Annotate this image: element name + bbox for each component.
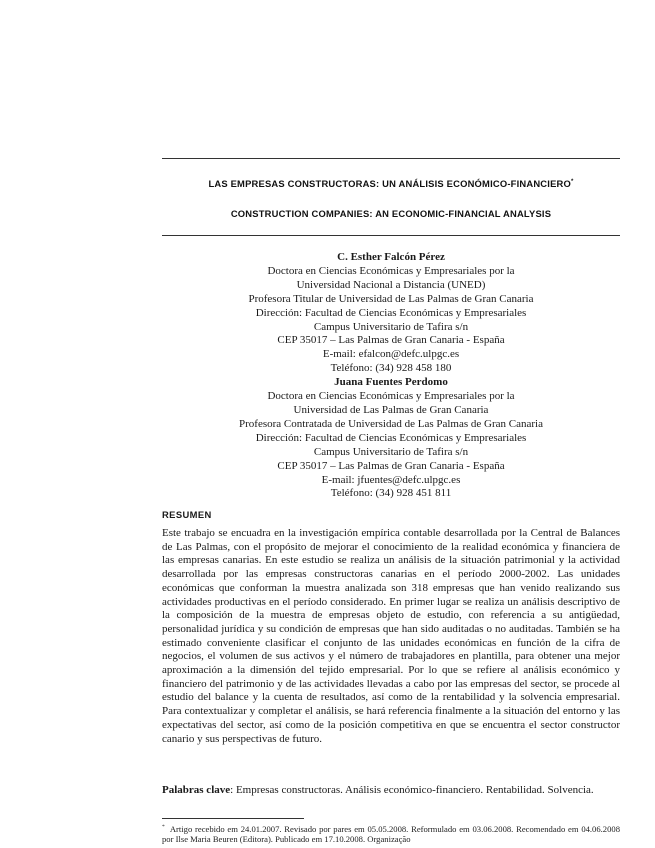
title-es-text: LAS EMPRESAS CONSTRUCTORAS: UN ANÁLISIS ECONÓMICO-FINANCIERO (208, 178, 571, 189)
author-affiliation-line: Universidad Nacional a Distancia (UNED) (296, 278, 486, 291)
footnote-marker: * (162, 824, 165, 830)
author-name: Juana Fuentes Perdomo (334, 376, 448, 389)
title-bottom-rule (162, 235, 620, 236)
author-address-line: Dirección: Facultad de Ciencias Económicas y Empresariales (255, 431, 527, 444)
author-address-line: CEP 35017 – Las Palmas de Gran Canaria - España (277, 459, 505, 472)
keywords-text: : Empresas constructoras. Análisis económico-financiero. Rentabilidad. Solvencia. (230, 784, 594, 796)
footnote (162, 822, 620, 845)
author-position-line: Profesora Contratada de Universidad de Las Palmas de Gran Canaria (239, 417, 543, 430)
author-2 (162, 376, 620, 501)
author-phone: Teléfono: (34) 928 458 180 (330, 362, 452, 375)
author-position-line: Profesora Titular de Universidad de Las Palmas de Gran Canaria (248, 292, 534, 305)
footnote-text: Artigo recebido em 24.01.2007. Revisado por pares em 05.05.2008. Reformulado em 03.06.2008. Recomendado em 04.06.2008 por Ilse Maria Beuren (Editora). Publicado em 17.10.2008. Organização (162, 823, 620, 845)
footnote-rule (162, 818, 304, 819)
abstract-heading: RESUMEN (162, 509, 212, 520)
keywords (162, 784, 620, 798)
keywords-label: Palabras clave (162, 784, 231, 796)
author-address-line: Dirección: Facultad de Ciencias Económicas y Empresariales (255, 306, 527, 319)
author-1 (162, 251, 620, 376)
title-footnote-marker: * (571, 178, 574, 185)
author-affiliation-line: Doctora en Ciencias Económicas y Empresariales por la (267, 390, 515, 403)
paper-title-english: CONSTRUCTION COMPANIES: AN ECONOMIC-FINANCIAL ANALYSIS (230, 208, 552, 219)
author-address-line: Campus Universitario de Tafira s/n (313, 445, 469, 458)
author-email: E-mail: efalcon@defc.ulpgc.es (322, 348, 460, 361)
author-affiliation-line: Doctora en Ciencias Económicas y Empresariales por la (267, 264, 515, 277)
paper-title-spanish (162, 178, 620, 189)
author-name: C. Esther Falcón Pérez (337, 251, 445, 263)
author-affiliation-line: Universidad de Las Palmas de Gran Canaria (293, 403, 489, 416)
abstract-body: Este trabajo se encuadra en la investigación empírica contable desarrollada por la Central de Balances de Las Palmas, con el propósito de mejorar el conocimiento de la realidad económica y financiera de las empresas canarias. En este estudio se realiza un análisis de la situación patrimonial y la actividad desarrollada por las empresas constructoras canarias en el período 2000-2002. Las unidades económicas que conforman la muestra analizada son 318 empresas que han venido realizando sus actividades productivas en el período considerado. En primer lugar se realiza un análisis descriptivo de la composición de la muestra de empresas objeto de estudio, con referencia a su antigüedad, personalidad jurídica y su condición de empresas que han sido auditadas o no auditadas. También se ha estimado conveniente clasificar el conjunto de las unidades económicas en función de la cifra de negocios, el volumen de sus activos y el número de trabajadores en plantilla, para obtener una mejor aproximación a la dimensión del tejido empresarial. Por lo que se refiere al análisis económico y financiero del patrimonio y de las actividades llevadas a cabo por las empresas del sector, se procede al estudio del balance y la cuenta de resultados, así como de la rentabilidad y la solvencia empresarial. Para contextualizar y completar el análisis, se hará referencia finalmente a la situación del entorno y las expectativas del sector, así como de la posición competitiva en que se encuentra el sector constructor canario y sus perspectivas de futuro. (162, 527, 620, 745)
author-address-line: Campus Universitario de Tafira s/n (313, 320, 469, 333)
author-address-line: CEP 35017 – Las Palmas de Gran Canaria - España (277, 334, 505, 347)
top-rule (162, 158, 620, 159)
author-email: E-mail: jfuentes@defc.ulpgc.es (321, 473, 461, 486)
authors-block (162, 251, 620, 501)
author-phone: Teléfono: (34) 928 451 811 (330, 487, 452, 500)
